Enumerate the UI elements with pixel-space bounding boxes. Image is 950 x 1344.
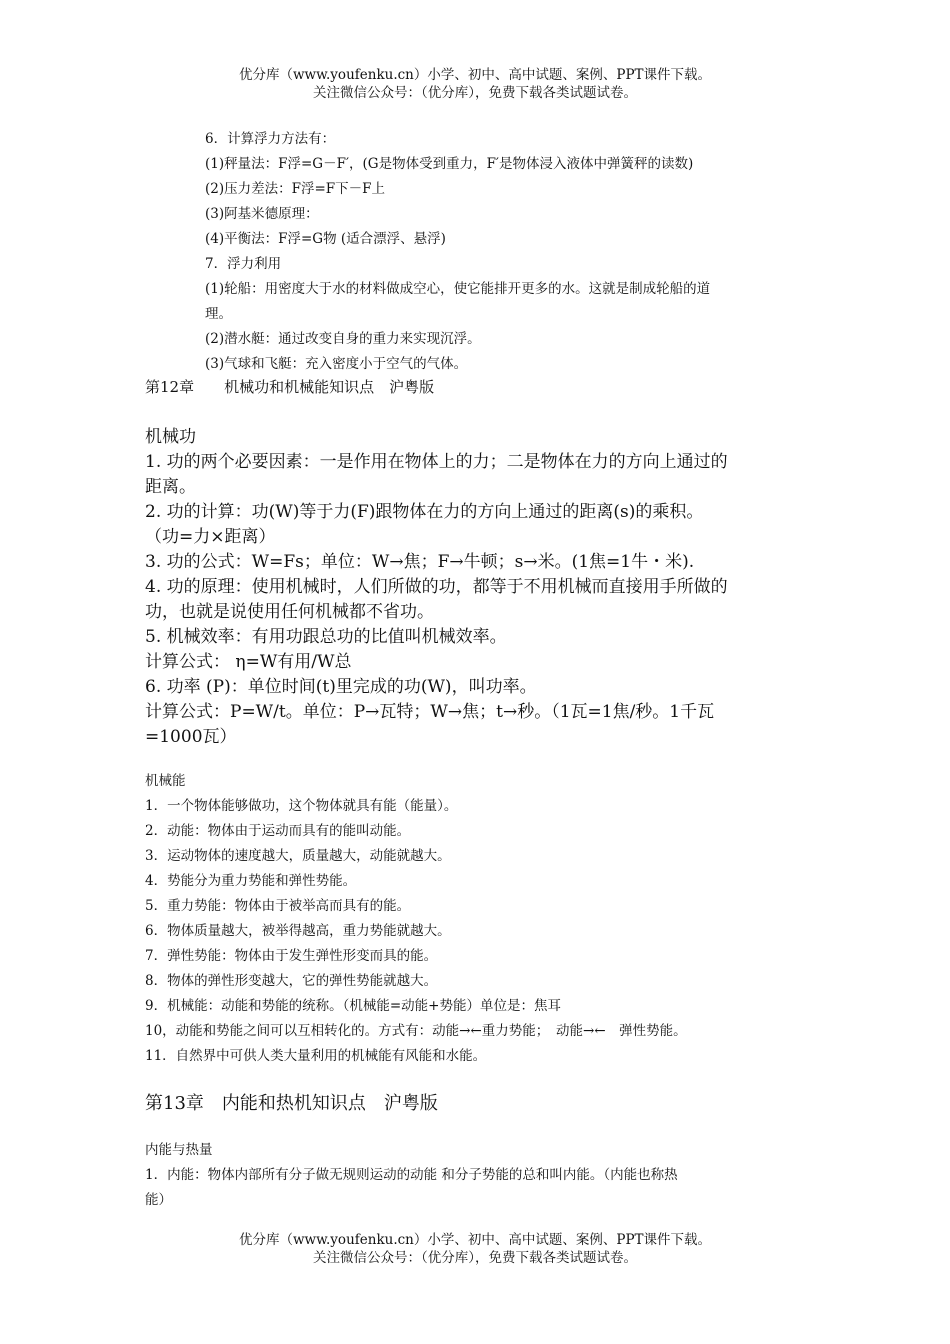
method-3: (3)阿基米德原理： bbox=[205, 206, 319, 222]
header-line-2: 关注微信公众号：（优分库），免费下载各类试题试卷。 bbox=[313, 85, 637, 101]
work-item-4-line-2: 功，也就是说使用任何机械都不省功。 bbox=[145, 602, 434, 622]
internal-energy-heading: 内能与热量 bbox=[145, 1142, 213, 1158]
method-1: (1)秤量法：F浮=G－F′，(G是物体受到重力，F′是物体浸入液体中弹簧秤的读数) bbox=[205, 156, 694, 172]
footer-line-2: 关注微信公众号：（优分库），免费下载各类试题试卷。 bbox=[313, 1250, 637, 1266]
use-1-line-1: (1)轮船：用密度大于水的材料做成空心，使它能排开更多的水。这就是制成轮船的道 bbox=[205, 281, 711, 297]
item-6-title: 6．计算浮力方法有： bbox=[205, 131, 336, 147]
method-4: (4)平衡法：F浮=G物 (适合漂浮、悬浮) bbox=[205, 231, 446, 247]
use-1-line-2: 理。 bbox=[205, 306, 232, 322]
power-formula-line-2: =1000瓦） bbox=[145, 727, 237, 747]
internal-energy-item-1-line-1: 1．内能：物体内部所有分子做无规则运动的动能 和分子势能的总和叫内能。（内能也称热 bbox=[145, 1167, 678, 1183]
energy-item-6: 6．物体质量越大，被举得越高，重力势能就越大。 bbox=[145, 923, 451, 939]
energy-item-10: 10，动能和势能之间可以互相转化的。方式有：动能→←重力势能； 动能→← 弹性势能。 bbox=[145, 1023, 687, 1039]
energy-item-9: 9．机械能：动能和势能的统称。（机械能=动能+势能）单位是：焦耳 bbox=[145, 998, 561, 1014]
work-heading: 机械功 bbox=[145, 427, 196, 447]
efficiency-formula: 计算公式： η=W有用/W总 bbox=[145, 652, 352, 672]
energy-item-4: 4．势能分为重力势能和弹性势能。 bbox=[145, 873, 357, 889]
chapter-13-title: 第13章 内能和热机知识点 沪粤版 bbox=[145, 1093, 438, 1114]
work-item-3: 3. 功的公式：W=Fs；单位：W→焦；F→牛顿；s→米。(1焦=1牛・米). bbox=[145, 552, 695, 572]
power-formula-line-1: 计算公式：P=W/t。单位：P→瓦特；W→焦；t→秒。（1瓦=1焦/秒。1千瓦 bbox=[145, 702, 715, 722]
energy-item-1: 1．一个物体能够做功，这个物体就具有能（能量）。 bbox=[145, 798, 458, 814]
energy-item-2: 2．动能：物体由于运动而具有的能叫动能。 bbox=[145, 823, 411, 839]
method-2: (2)压力差法：F浮=F下－F上 bbox=[205, 181, 386, 197]
work-item-1-line-1: 1. 功的两个必要因素：一是作用在物体上的力；二是物体在力的方向上通过的 bbox=[145, 452, 728, 472]
work-item-5: 5. 机械效率：有用功跟总功的比值叫机械效率。 bbox=[145, 627, 507, 647]
energy-heading: 机械能 bbox=[145, 773, 186, 789]
page-footer bbox=[0, 1231, 950, 1267]
work-item-6: 6. 功率 (P)：单位时间(t)里完成的功(W)，叫功率。 bbox=[145, 677, 537, 697]
energy-item-7: 7．弹性势能：物体由于发生弹性形变而具的能。 bbox=[145, 948, 438, 964]
energy-item-8: 8．物体的弹性形变越大，它的弹性势能就越大。 bbox=[145, 973, 438, 989]
item-7-title: 7．浮力利用 bbox=[205, 256, 282, 272]
use-3: (3)气球和飞艇：充入密度小于空气的气体。 bbox=[205, 356, 468, 372]
work-item-1-line-2: 距离。 bbox=[145, 477, 196, 497]
energy-item-11: 11．自然界中可供人类大量利用的机械能有风能和水能。 bbox=[145, 1048, 487, 1064]
use-2: (2)潜水艇：通过改变自身的重力来实现沉浮。 bbox=[205, 331, 481, 347]
footer-line-1: 优分库（www.youfenku.cn）小学、初中、高中试题、案例、PPT课件下载。 bbox=[238, 1232, 712, 1248]
energy-item-3: 3．运动物体的速度越大，质量越大，动能就越大。 bbox=[145, 848, 451, 864]
work-item-2-line-1: 2. 功的计算：功(W)等于力(F)跟物体在力的方向上通过的距离(s)的乘积。 bbox=[145, 502, 704, 522]
page-header bbox=[0, 66, 950, 102]
internal-energy-item-1-line-2: 能） bbox=[145, 1192, 172, 1208]
chapter-12-title: 第12章 机械功和机械能知识点 沪粤版 bbox=[145, 378, 435, 396]
work-item-2-line-2: （功=力×距离） bbox=[145, 527, 276, 547]
energy-item-5: 5．重力势能：物体由于被举高而具有的能。 bbox=[145, 898, 411, 914]
header-line-1: 优分库（www.youfenku.cn）小学、初中、高中试题、案例、PPT课件下载。 bbox=[238, 67, 712, 83]
work-item-4-line-1: 4. 功的原理：使用机械时，人们所做的功，都等于不用机械而直接用手所做的 bbox=[145, 577, 728, 597]
